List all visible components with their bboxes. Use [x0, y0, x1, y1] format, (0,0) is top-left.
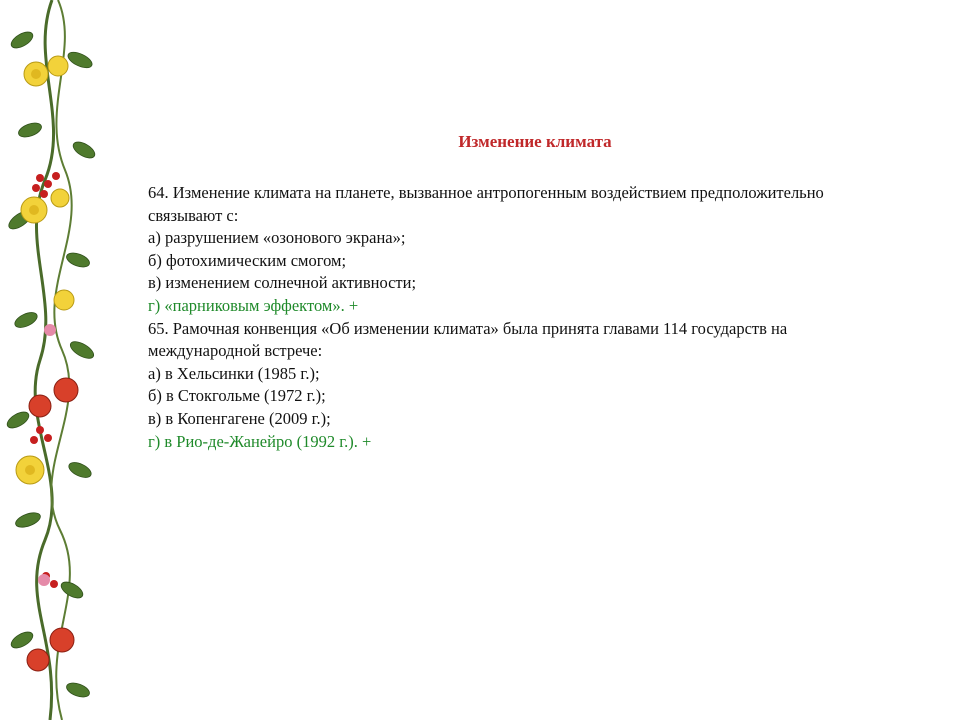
question-text: 65. Рамочная конвенция «Об изменении климата» была принята главами 114 государств на [148, 318, 788, 338]
question-list [148, 182, 938, 453]
question-64 [148, 182, 938, 318]
answer-option: б) фотохимическим смогом; [148, 250, 347, 270]
answer-option: а) в Хельсинки (1985 г.); [148, 363, 320, 383]
answer-option: в) в Копенгагене (2009 г.); [148, 408, 331, 428]
answer-option: б) в Стокгольме (1972 г.); [148, 386, 326, 406]
slide-title: Изменение климата [458, 132, 612, 151]
floral-border-icon [0, 0, 108, 720]
question-text: международной встрече: [148, 341, 323, 361]
answer-option: в) изменением солнечной активности; [148, 273, 417, 293]
question-text: 64. Изменение климата на планете, вызванное антропогенным воздействием предположительно [148, 183, 824, 202]
correct-answer-option: г) в Рио-де-Жанейро (1992 г.). + [148, 431, 372, 451]
answer-option: а) разрушением «озонового экрана»; [148, 228, 406, 248]
question-text: связывают с: [148, 205, 239, 225]
question-65 [148, 318, 938, 454]
correct-answer-option: г) «парниковым эффектом». + [148, 295, 359, 315]
